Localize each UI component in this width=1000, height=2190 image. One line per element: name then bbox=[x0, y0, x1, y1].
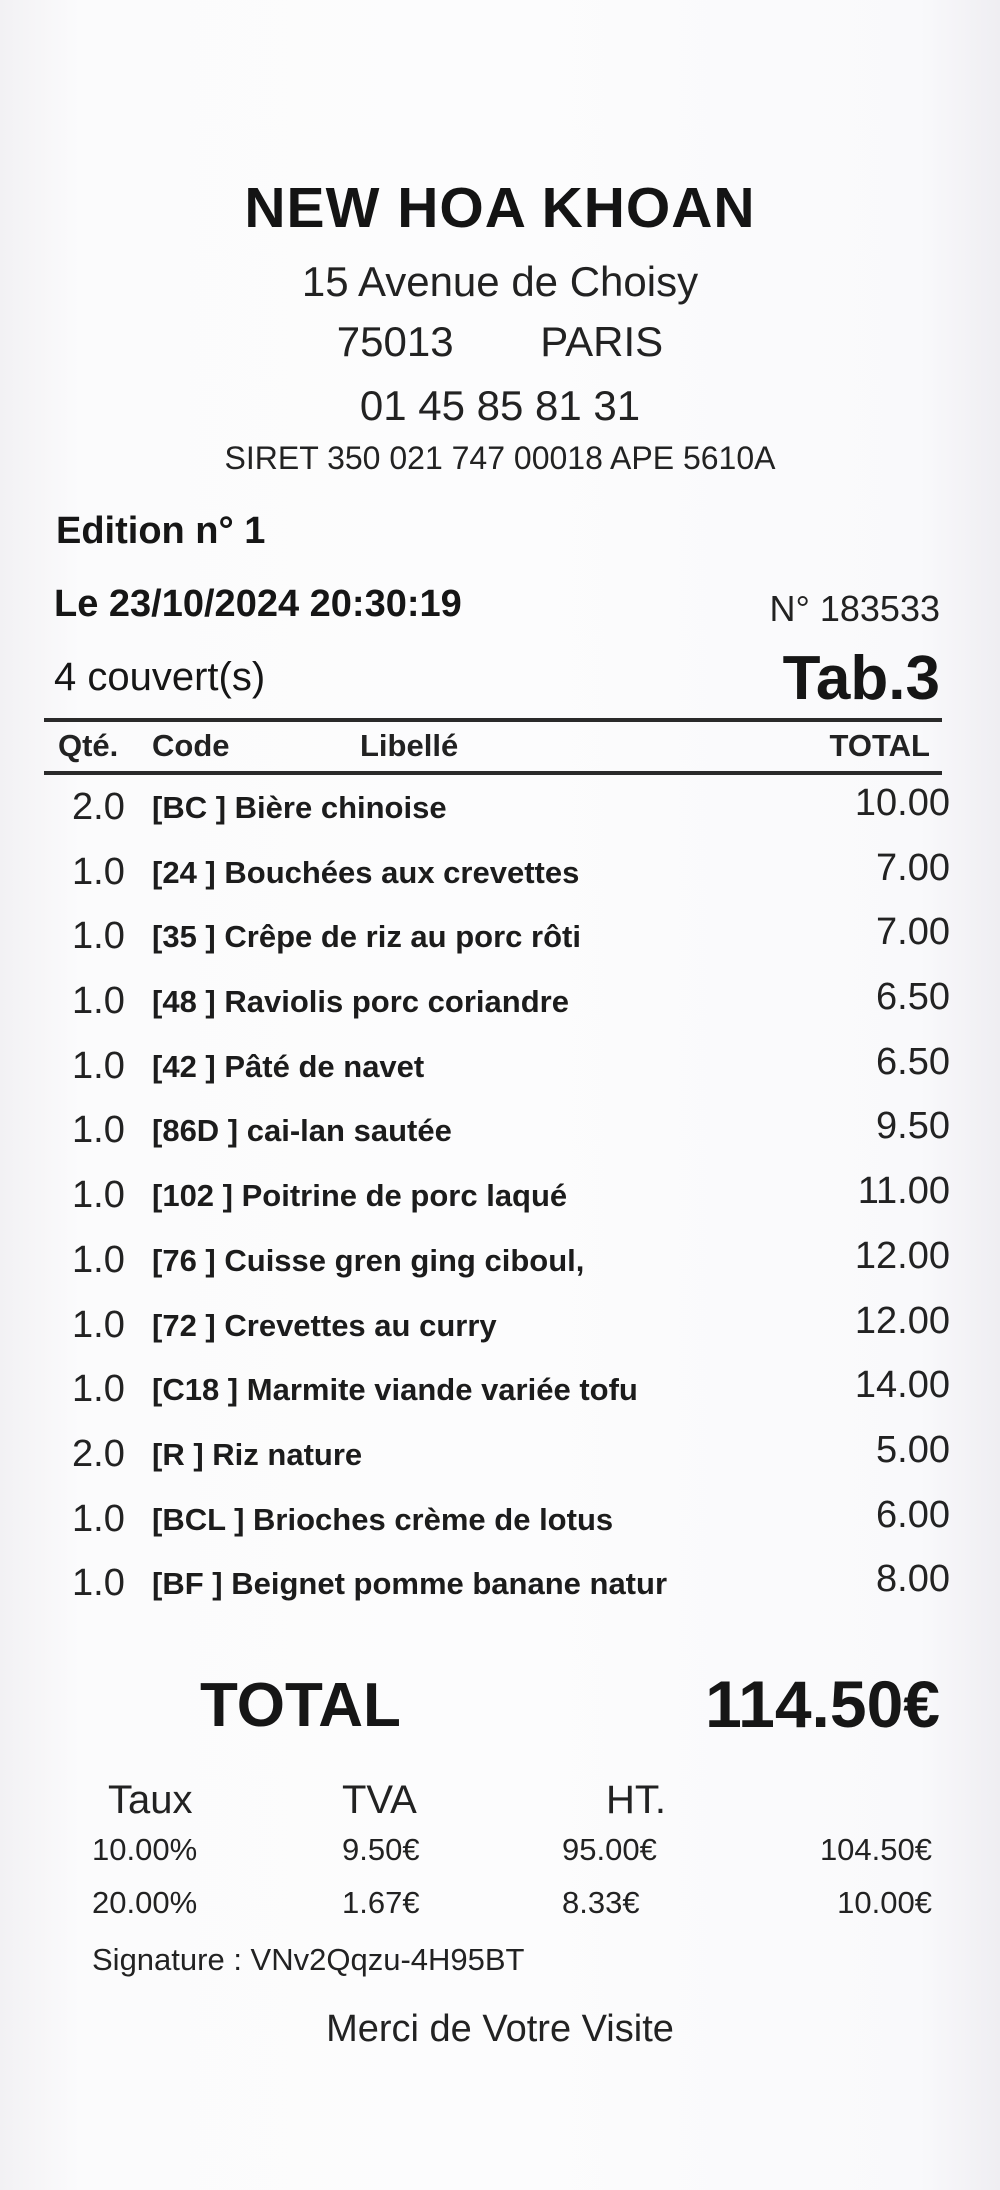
item-label: Bière chinoise bbox=[234, 790, 447, 825]
item-label: Bouchées aux crevettes bbox=[224, 854, 580, 890]
tva-header-rate: Taux bbox=[108, 1778, 193, 1822]
total-label: TOTAL bbox=[200, 1671, 401, 1740]
item-code: [BF ] bbox=[152, 1566, 223, 1602]
item-code-and-label bbox=[152, 1113, 452, 1149]
item-label: Riz nature bbox=[212, 1436, 363, 1472]
item-price: 11.00 bbox=[857, 1170, 950, 1213]
item-code: [BCL ] bbox=[152, 1501, 245, 1537]
shop-street: 15 Avenue de Choisy bbox=[301, 258, 699, 305]
item-label: Pâté de navet bbox=[224, 1048, 425, 1084]
item-qty: 1.0 bbox=[72, 980, 125, 1023]
item-qty: 1.0 bbox=[72, 850, 125, 893]
item-qty: 1.0 bbox=[72, 1174, 125, 1217]
header-divider-top bbox=[44, 718, 942, 722]
item-price: 14.00 bbox=[854, 1364, 950, 1407]
item-price: 6.50 bbox=[876, 976, 950, 1019]
item-list bbox=[0, 782, 1000, 1627]
item-row bbox=[0, 1170, 1000, 1239]
tva-rate: 10.00% bbox=[92, 1832, 198, 1867]
tva-amount: 1.67€ bbox=[342, 1885, 420, 1920]
item-code: [76 ] bbox=[152, 1242, 216, 1278]
item-code: [48 ] bbox=[152, 984, 216, 1020]
item-price: 7.00 bbox=[876, 911, 950, 954]
fiscal-signature: Signature : VNv2Qqzu-4H95BT bbox=[92, 1942, 525, 1977]
edition-number: Edition n° 1 bbox=[56, 510, 266, 552]
item-code-and-label bbox=[152, 1437, 362, 1473]
item-qty: 1.0 bbox=[72, 1497, 125, 1540]
item-code: [35 ] bbox=[152, 919, 216, 955]
item-code: [42 ] bbox=[152, 1048, 216, 1084]
item-label: Crêpe de riz au porc rôti bbox=[224, 919, 581, 955]
item-label: Raviolis porc coriandre bbox=[224, 984, 569, 1020]
shop-siret: SIRET 350 021 747 00018 APE 5610A bbox=[224, 440, 776, 476]
item-row bbox=[0, 1493, 1000, 1563]
tva-rate: 20.00% bbox=[92, 1885, 198, 1920]
item-code-and-label bbox=[152, 984, 569, 1020]
item-label: Cuisse gren ging ciboul, bbox=[224, 1242, 585, 1278]
item-row bbox=[0, 1105, 1000, 1174]
item-label: Marmite viande variée tofu bbox=[246, 1372, 638, 1408]
item-code-and-label bbox=[152, 1372, 638, 1408]
item-price: 5.00 bbox=[876, 1428, 950, 1471]
item-code: [86D ] bbox=[152, 1113, 239, 1149]
item-row bbox=[0, 1558, 1000, 1627]
item-label: Beignet pomme banane natur bbox=[231, 1566, 668, 1602]
item-code: [C18 ] bbox=[152, 1372, 239, 1408]
item-qty: 1.0 bbox=[72, 1368, 125, 1411]
item-code-and-label bbox=[152, 1049, 424, 1085]
item-price: 6.50 bbox=[876, 1040, 950, 1083]
ticket-number: N° 183533 bbox=[769, 588, 940, 629]
tva-ht: 8.33€ bbox=[562, 1885, 640, 1920]
item-qty: 1.0 bbox=[72, 1562, 125, 1605]
total-value: 114.50€ bbox=[705, 1667, 940, 1741]
item-qty: 1.0 bbox=[72, 1238, 125, 1281]
item-label: cai-lan sautée bbox=[246, 1113, 452, 1149]
item-code-and-label bbox=[152, 1243, 584, 1279]
item-code-and-label bbox=[152, 1178, 567, 1214]
item-code: [R ] bbox=[152, 1436, 204, 1472]
column-header-code: Code bbox=[152, 728, 230, 763]
thank-you-message: Merci de Votre Visite bbox=[326, 2008, 674, 2050]
item-code: [102 ] bbox=[152, 1178, 233, 1214]
item-price: 12.00 bbox=[854, 1299, 950, 1342]
item-row bbox=[0, 1428, 1000, 1498]
item-price: 12.00 bbox=[854, 1234, 950, 1277]
item-code: [BC ] bbox=[152, 790, 227, 825]
covers-count: 4 couvert(s) bbox=[54, 655, 266, 699]
item-row bbox=[0, 782, 1000, 851]
item-qty: 1.0 bbox=[72, 1109, 125, 1152]
item-price: 6.00 bbox=[876, 1493, 950, 1536]
item-label: Brioches crème de lotus bbox=[253, 1501, 614, 1537]
item-code-and-label bbox=[152, 855, 579, 891]
item-qty: 1.0 bbox=[72, 1303, 125, 1346]
item-code: [24 ] bbox=[152, 854, 216, 890]
column-header-total: TOTAL bbox=[829, 728, 930, 763]
item-code-and-label bbox=[152, 1308, 497, 1344]
tva-ttc: 10.00€ bbox=[837, 1885, 932, 1920]
item-code-and-label bbox=[152, 1566, 667, 1602]
item-qty: 2.0 bbox=[72, 786, 125, 828]
tva-ht: 95.00€ bbox=[562, 1832, 657, 1867]
item-price: 10.00 bbox=[854, 782, 950, 824]
receipt-datetime: Le 23/10/2024 20:30:19 bbox=[54, 583, 462, 625]
item-row bbox=[0, 976, 1000, 1045]
item-price: 7.00 bbox=[876, 846, 950, 889]
tva-header-tva: TVA bbox=[342, 1778, 417, 1822]
item-row bbox=[0, 911, 1000, 980]
shop-phone: 01 45 85 81 31 bbox=[359, 382, 641, 429]
header-divider-bottom bbox=[44, 771, 942, 775]
item-code: [72 ] bbox=[152, 1307, 216, 1343]
column-header-label: Libellé bbox=[360, 728, 459, 763]
item-label: Poitrine de porc laqué bbox=[241, 1178, 568, 1214]
item-code-and-label bbox=[152, 1502, 613, 1538]
item-qty: 1.0 bbox=[72, 1044, 125, 1087]
item-row bbox=[0, 1234, 1000, 1304]
item-label: Crevettes au curry bbox=[224, 1307, 497, 1343]
item-row bbox=[0, 1040, 1000, 1110]
shop-name: NEW HOA KHOAN bbox=[244, 176, 756, 240]
tva-amount: 9.50€ bbox=[342, 1832, 420, 1867]
item-qty: 2.0 bbox=[72, 1432, 125, 1475]
item-code-and-label bbox=[152, 790, 447, 826]
item-code-and-label bbox=[152, 919, 581, 955]
item-row bbox=[0, 1364, 1000, 1433]
item-price: 9.50 bbox=[876, 1105, 950, 1148]
item-price: 8.00 bbox=[876, 1558, 950, 1601]
shop-city: 75013 PARIS bbox=[336, 318, 664, 365]
tva-ttc: 104.50€ bbox=[819, 1832, 932, 1867]
tva-header-ht: HT. bbox=[606, 1778, 666, 1822]
item-row bbox=[0, 1299, 1000, 1369]
table-number: Tab.3 bbox=[782, 644, 940, 713]
item-qty: 1.0 bbox=[72, 915, 125, 958]
column-header-qty: Qté. bbox=[58, 728, 119, 763]
item-row bbox=[0, 846, 1000, 916]
